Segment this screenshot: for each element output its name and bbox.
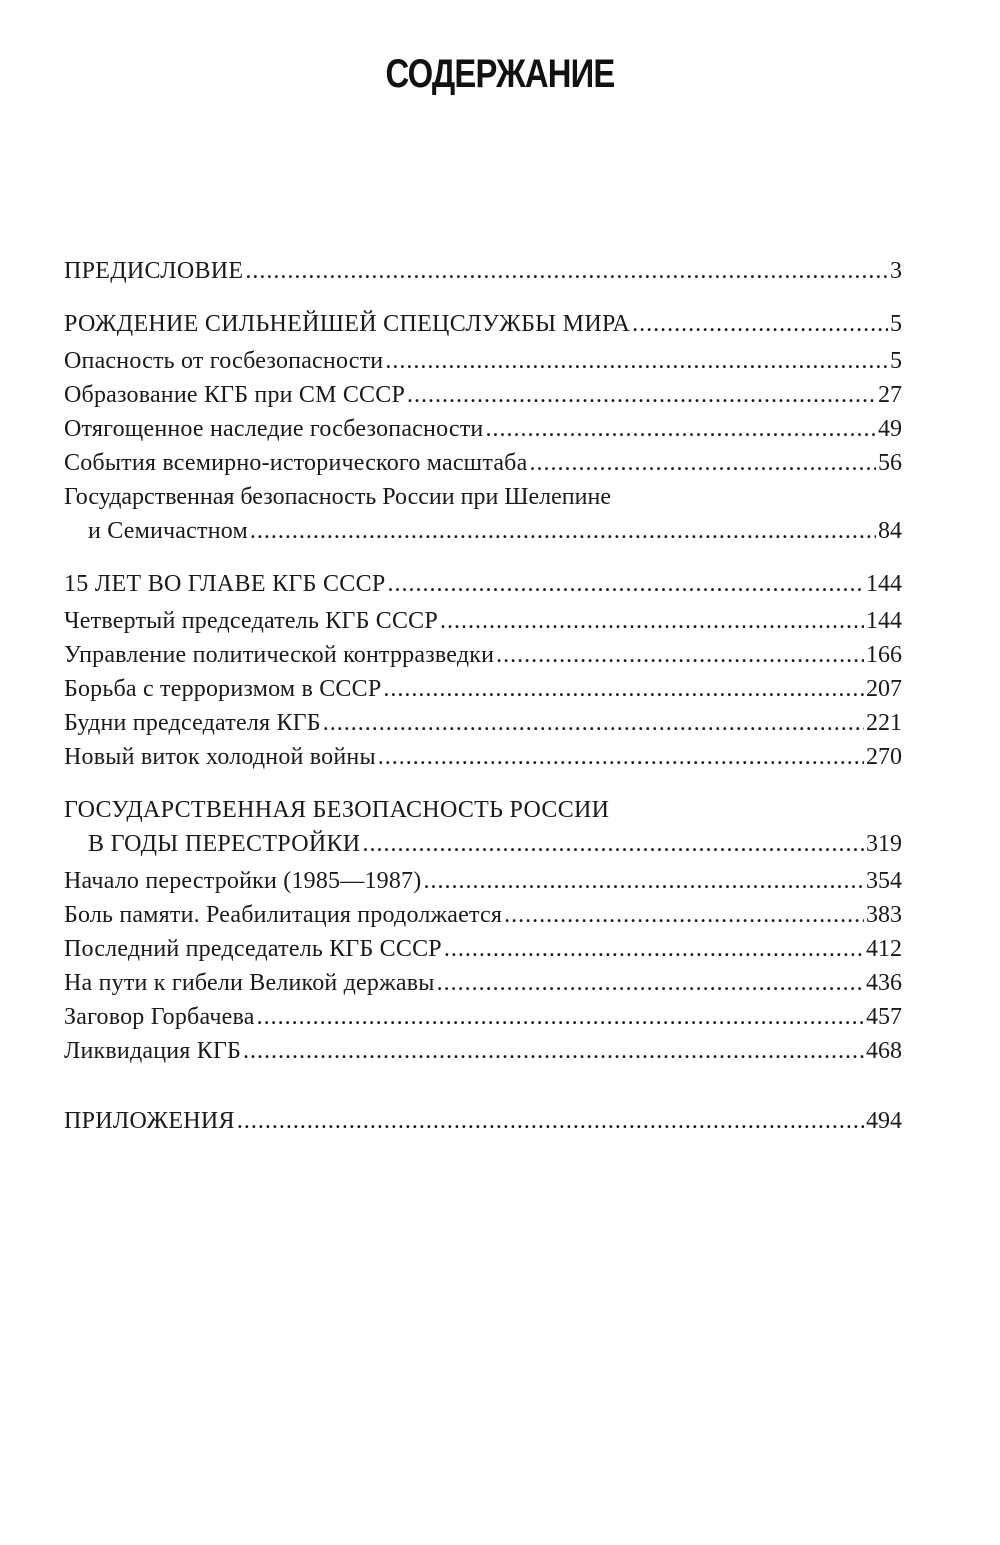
page-title: СОДЕРЖАНИЕ xyxy=(385,52,615,96)
toc-entry-page: 5 xyxy=(890,311,902,337)
toc-entry-title: ПРЕДИСЛОВИЕ xyxy=(64,258,244,284)
toc-entry-title: Управление политической контрразведки xyxy=(64,642,495,668)
leader-dots xyxy=(485,412,876,446)
leader-dots xyxy=(257,1000,864,1034)
toc-entry-title: ПРИЛОЖЕНИЯ xyxy=(64,1108,235,1134)
toc-entry-title: Ликвидация КГБ xyxy=(64,1038,242,1064)
table-of-contents xyxy=(64,254,902,1138)
toc-entry-page: 383 xyxy=(866,902,902,928)
leader-dots xyxy=(632,307,888,341)
toc-entry-page: 3 xyxy=(890,258,902,284)
toc-entry xyxy=(64,706,902,740)
leader-dots xyxy=(383,672,864,706)
leader-dots xyxy=(407,378,876,412)
toc-entry xyxy=(64,1034,902,1068)
toc-entry xyxy=(64,344,902,378)
toc-entry-title: Опасность от госбезопасности xyxy=(64,348,384,374)
toc-entry-page: 412 xyxy=(866,936,902,962)
toc-entry-title: Последний председатель КГБ СССР xyxy=(64,936,442,962)
toc-entry-page: 468 xyxy=(866,1038,902,1064)
toc-entry-page: 354 xyxy=(866,868,902,894)
toc-entry xyxy=(64,514,902,548)
toc-entry-page: 436 xyxy=(866,970,902,996)
leader-dots xyxy=(378,740,864,774)
toc-entry-page: 207 xyxy=(866,676,902,702)
toc-entry xyxy=(64,864,902,898)
toc-part-title: РОЖДЕНИЕ СИЛЬНЕЙШЕЙ СПЕЦСЛУЖБЫ МИРА xyxy=(64,311,631,337)
toc-entry-title: Начало перестройки (1985—1987) xyxy=(64,868,422,894)
leader-dots xyxy=(496,638,864,672)
leader-dots xyxy=(385,344,888,378)
leader-dots xyxy=(250,514,876,548)
toc-entry-page: 49 xyxy=(878,416,902,442)
toc-entry xyxy=(64,604,902,638)
toc-entry-title: Борьба с терроризмом в СССР xyxy=(64,676,382,702)
toc-part-3-line-1: ГОСУДАРСТВЕННАЯ БЕЗОПАСНОСТЬ РОССИИ xyxy=(64,797,610,823)
toc-entry xyxy=(64,378,902,412)
toc-entry-page: 319 xyxy=(866,831,902,857)
toc-entry-title: Боль памяти. Реабилитация продолжается xyxy=(64,902,503,928)
toc-entry-title: Новый виток холодной войны xyxy=(64,744,376,770)
toc-entry-title: Образование КГБ при СМ СССР xyxy=(64,382,406,408)
toc-part-3 xyxy=(64,827,902,861)
toc-entry-title: На пути к гибели Великой державы xyxy=(64,970,435,996)
toc-entry-title: и Семичастном xyxy=(88,518,248,544)
toc-entry-page: 270 xyxy=(866,744,902,770)
leader-dots xyxy=(388,567,864,601)
leader-dots xyxy=(504,898,864,932)
toc-entry xyxy=(64,412,902,446)
toc-entry-page: 56 xyxy=(878,450,902,476)
toc-entry xyxy=(64,672,902,706)
leader-dots xyxy=(529,446,876,480)
leader-dots xyxy=(243,1034,864,1068)
toc-entry-appendix xyxy=(64,1104,902,1138)
toc-entry-title: Заговор Горбачева xyxy=(64,1004,255,1030)
toc-entry-preface xyxy=(64,254,902,288)
toc-entry xyxy=(64,932,902,966)
toc-entry-line-1: Государственная безопасность России при Шелепине xyxy=(64,484,611,510)
toc-entry-title: Четвертый председатель КГБ СССР xyxy=(64,608,438,634)
leader-dots xyxy=(237,1104,864,1138)
toc-entry-page: 84 xyxy=(878,518,902,544)
toc-part-1 xyxy=(64,307,902,341)
toc-entry-title: Будни председателя КГБ xyxy=(64,710,321,736)
toc-entry-title: Отягощенное наследие госбезопасности xyxy=(64,416,484,442)
toc-entry xyxy=(64,446,902,480)
leader-dots xyxy=(440,604,864,638)
toc-entry xyxy=(64,740,902,774)
toc-entry xyxy=(64,898,902,932)
toc-part-title: 15 ЛЕТ ВО ГЛАВЕ КГБ СССР xyxy=(64,571,386,597)
leader-dots xyxy=(423,864,864,898)
toc-part-title: В ГОДЫ ПЕРЕСТРОЙКИ xyxy=(88,831,361,857)
toc-entry-page: 221 xyxy=(866,710,902,736)
toc-entry-page: 27 xyxy=(878,382,902,408)
leader-dots xyxy=(437,966,864,1000)
leader-dots xyxy=(444,932,864,966)
leader-dots xyxy=(362,827,864,861)
toc-entry xyxy=(64,1000,902,1034)
toc-part-2 xyxy=(64,567,902,601)
toc-entry-page: 494 xyxy=(866,1108,902,1134)
leader-dots xyxy=(245,254,888,288)
leader-dots xyxy=(323,706,864,740)
toc-entry-title: События всемирно-исторического масштаба xyxy=(64,450,528,476)
toc-entry-page: 457 xyxy=(866,1004,902,1030)
toc-entry xyxy=(64,966,902,1000)
toc-entry-page: 144 xyxy=(866,608,902,634)
toc-entry-page: 144 xyxy=(866,571,902,597)
toc-entry-page: 5 xyxy=(890,348,902,374)
toc-entry-page: 166 xyxy=(866,642,902,668)
toc-entry xyxy=(64,638,902,672)
